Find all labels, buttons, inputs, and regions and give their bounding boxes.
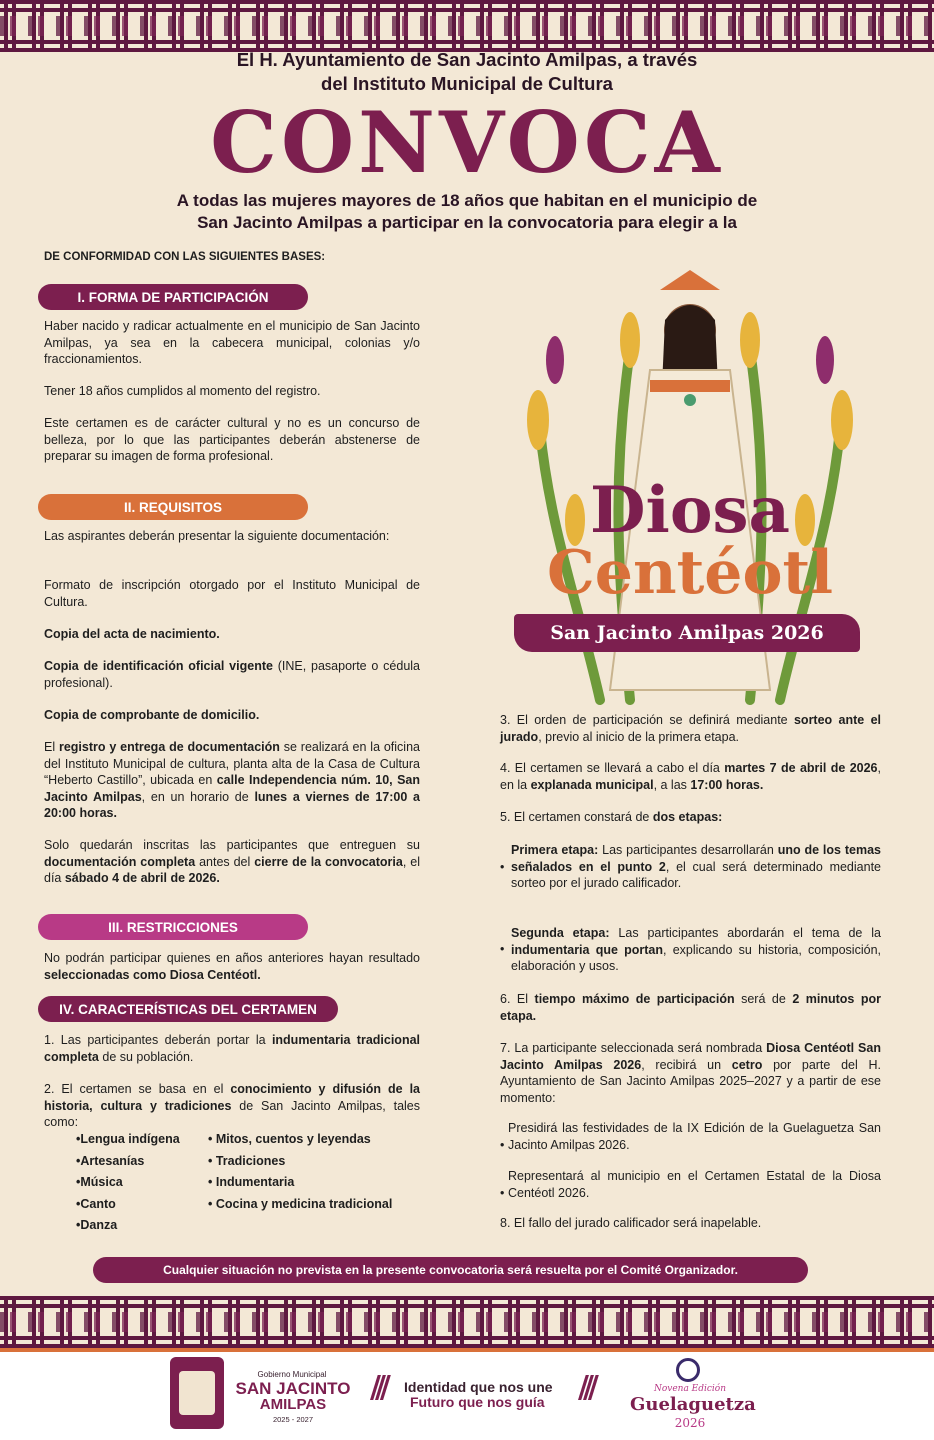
intro-line-1: A todas las mujeres mayores de 18 años que habitan en el municipio de: [176, 191, 758, 210]
base-8: 8. El fallo del jurado calificador será inapelable.: [500, 1216, 762, 1230]
page-title: CONVOCA: [210, 93, 724, 192]
topic-item: •Canto: [76, 1197, 116, 1211]
base-4-a: 4. El certamen se llevará a cabo el día: [500, 761, 725, 775]
base-7-a: 7. La participante seleccionada será nombrada: [500, 1041, 767, 1055]
section-2-p7: [44, 837, 420, 887]
section-1-p1: Haber nacido y radicar actualmente en el municipio de San Jacinto Amilpas, ya sea en la cabecera municipal, colonias y/o fraccionamientos.: [44, 319, 420, 366]
base-3-b: sorteo ante el jurado: [500, 713, 882, 744]
sub-item-2: Representará al municipio en el Certamen Estatal de la Diosa Centéotl 2026.: [508, 1169, 881, 1200]
base-7-b: Diosa Centéotl San Jacinto Amilpas 2026: [500, 1041, 881, 1072]
topic-item: •Lengua indígena: [76, 1132, 180, 1146]
base-5-b: dos etapas:: [652, 810, 723, 824]
section-2-p1: Las aspirantes deberán presentar la siguiente documentación:: [44, 529, 390, 543]
header-line-2: del Instituto Municipal de Cultura: [321, 73, 613, 94]
stage-1-label: Primera etapa:: [511, 843, 599, 857]
section-4-title: IV. CARACTERÍSTICAS DEL CERTAMEN: [38, 996, 338, 1022]
header-line-1: El H. Ayuntamiento de San Jacinto Amilpas, a través: [236, 49, 698, 70]
section-2-p4-bold: Copia de identificación oficial vigente: [44, 659, 273, 673]
section-2-p7-b: documentación completa: [44, 854, 196, 869]
section-2-p4-rest: (INE, pasaporte o cédula profesional).: [44, 659, 420, 690]
stage-1-b: Las participantes desarrollarán: [598, 843, 778, 857]
event-title-diosa: Diosa: [590, 473, 790, 548]
topic-item: •Música: [76, 1175, 123, 1189]
section-3-p1-b: seleccionadas como Diosa Centéotl.: [44, 967, 261, 982]
section-2-p4: [44, 658, 420, 691]
section-2-p6-a: El: [44, 740, 59, 754]
section-4-item-1: [44, 1032, 420, 1065]
bullet-dot: •: [500, 1138, 505, 1152]
topic-item: • Indumentaria: [208, 1175, 295, 1189]
section-2-p7-e: , el día: [44, 854, 420, 885]
topic-item: • Cocina y medicina tradicional: [208, 1197, 393, 1211]
base-7: [500, 1040, 881, 1106]
header: [0, 48, 934, 96]
stage-1-d: , el cual será determinado mediante sorteo por el jurado calificador.: [511, 859, 881, 890]
section-4-item-1-c: de su población.: [98, 1049, 194, 1064]
slash-decoration-right: ///: [578, 1370, 593, 1405]
sub-item-1: Presidirá las festividades de la IX Edición de la Guelaguetza San Jacinto Amilpas 2026.: [508, 1121, 881, 1152]
topic-item: •Danza: [76, 1218, 118, 1232]
section-2-p6-d: calle Independencia núm. 10, San Jacinto Amilpas: [44, 773, 420, 804]
topic-item: • Tradiciones: [208, 1154, 286, 1168]
footer-note: Cualquier situación no prevista en la presente convocatoria será resuelta por el Comité Organizador.: [93, 1257, 808, 1283]
bullet-dot: •: [500, 860, 505, 874]
event-subtitle: San Jacinto Amilpas 2026: [514, 614, 860, 652]
section-1-p3: Este certamen es de carácter cultural y no es un concurso de belleza, por lo que las participantes deberán abstenerse de preparar su imagen de forma profesional.: [44, 416, 420, 463]
base-6-d: 2 minutos por etapa.: [500, 992, 881, 1023]
bottom-border-pattern: [0, 1296, 934, 1348]
stage-2-d: , explicando su historia, composición, elaboración y usos.: [511, 942, 881, 973]
base-6-a: 6. El: [500, 992, 535, 1006]
base-4-d: explanada municipal: [530, 777, 654, 792]
base-6-b: tiempo máximo de participación: [534, 992, 735, 1006]
base-4-f: 17:00 horas.: [690, 777, 764, 792]
topic-item: •Artesanías: [76, 1154, 145, 1168]
section-2-p6-e: , en un horario de: [141, 789, 255, 804]
base-7-c: , recibirá un: [641, 1057, 732, 1072]
section-2-p5: Copia de comprobante de domicilio.: [44, 708, 260, 722]
section-1-p2: Tener 18 años cumplidos al momento del registro.: [44, 384, 321, 398]
section-2-p7-c: antes del: [195, 854, 255, 869]
base-3-a: 3. El orden de participación se definirá mediante: [500, 713, 794, 727]
stage-2: [511, 925, 881, 975]
slash-decoration-left: ///: [370, 1370, 385, 1405]
section-4-item-2-b: conocimiento y difusión de la historia, cultura y tradiciones: [44, 1082, 420, 1113]
gov-years: 2025 - 2027: [272, 1415, 314, 1424]
base-7-e: por parte del H. Ayuntamiento de San Jacinto Amilpas 2025–2027 y a partir de ese momento:: [500, 1057, 882, 1105]
section-2-p3: Copia del acta de nacimiento.: [44, 627, 220, 641]
guelaguetza-year: 2026: [674, 1416, 706, 1430]
base-3: [500, 712, 881, 745]
section-3-title: III. RESTRICCIONES: [38, 914, 308, 940]
stage-2-b: Las participantes abordarán el tema de la: [609, 926, 882, 940]
section-4-item-2-c: de San Jacinto Amilpas, tales como:: [44, 1098, 420, 1129]
gov-name-2: AMILPAS: [259, 1396, 327, 1413]
base-5-a: 5. El certamen constará de: [500, 810, 653, 824]
stage-2-c: indumentaria que portan: [511, 942, 664, 957]
tagline-1: Identidad que nos une: [404, 1379, 553, 1395]
section-3-p1: [44, 950, 420, 983]
section-2-title: II. REQUISITOS: [38, 494, 308, 520]
section-2-p6: [44, 739, 420, 822]
section-4-item-2: [44, 1081, 420, 1131]
bullet-dot: •: [500, 942, 505, 956]
base-4-b: martes 7 de abril de 2026: [724, 761, 878, 775]
guelaguetza-emblem-icon: [676, 1358, 700, 1382]
base-6: [500, 991, 881, 1024]
base-7-d: cetro: [731, 1057, 763, 1072]
base-6-c: será de: [734, 992, 793, 1006]
base-3-c: , previo al inicio de la primera etapa.: [538, 729, 740, 744]
stage-2-label: Segunda etapa:: [511, 926, 610, 940]
section-2-p7-d: cierre de la convocatoria: [254, 854, 403, 869]
section-4-item-2-a: 2. El certamen se basa en el: [44, 1082, 231, 1096]
gov-name-1: SAN JACINTO: [235, 1379, 351, 1398]
top-border-pattern: [0, 0, 934, 52]
section-2-p2: Formato de inscripción otorgado por el Instituto Municipal de Cultura.: [44, 578, 420, 609]
base-4-c: , en la: [500, 761, 881, 792]
section-2-p7-f: sábado 4 de abril de 2026.: [64, 871, 220, 885]
guelaguetza-name: Guelaguetza: [630, 1394, 756, 1415]
guelaguetza-edition: Novena Edición: [653, 1384, 727, 1394]
intro-line-2: San Jacinto Amilpas a participar en la convocatoria para elegir a la: [197, 213, 737, 232]
section-2-p6-c: se realizará en la oficina del Instituto Municipal de cultura, planta alta de la Casa de Cultura “Heberto Castillo”, ubicada en: [44, 740, 420, 787]
base-4: [500, 760, 881, 793]
section-3-p1-a: No podrán participar quienes en años anteriores hayan resultado: [44, 951, 420, 965]
stage-1: [511, 842, 881, 892]
event-title-centeotl: Centéotl: [547, 538, 833, 608]
section-4-item-1-a: 1. Las participantes deberán portar la: [44, 1033, 272, 1047]
section-2-p6-b: registro y entrega de documentación: [58, 740, 280, 754]
gov-label: Gobierno Municipal: [257, 1370, 327, 1379]
topic-item: • Mitos, cuentos y leyendas: [208, 1132, 371, 1146]
municipal-seal-logo: [170, 1357, 224, 1429]
section-2-p7-a: Solo quedarán inscritas las participantes que entreguen su: [44, 838, 420, 852]
tagline-2: Futuro que nos guía: [410, 1394, 545, 1410]
base-4-e: , a las: [653, 777, 691, 792]
section-4-item-1-b: indumentaria tradicional completa: [44, 1033, 421, 1064]
stage-1-c: uno de los temas señalados en el punto 2: [511, 843, 881, 874]
bullet-dot: •: [500, 1186, 505, 1200]
section-2-p6-f: lunes a viernes de 17:00 a 20:00 horas.: [44, 789, 420, 820]
base-5: [500, 809, 881, 826]
section-1-title: I. FORMA DE PARTICIPACIÓN: [38, 284, 308, 310]
bases-title: DE CONFORMIDAD CON LAS SIGUIENTES BASES:: [44, 251, 326, 263]
intro: [0, 190, 934, 234]
